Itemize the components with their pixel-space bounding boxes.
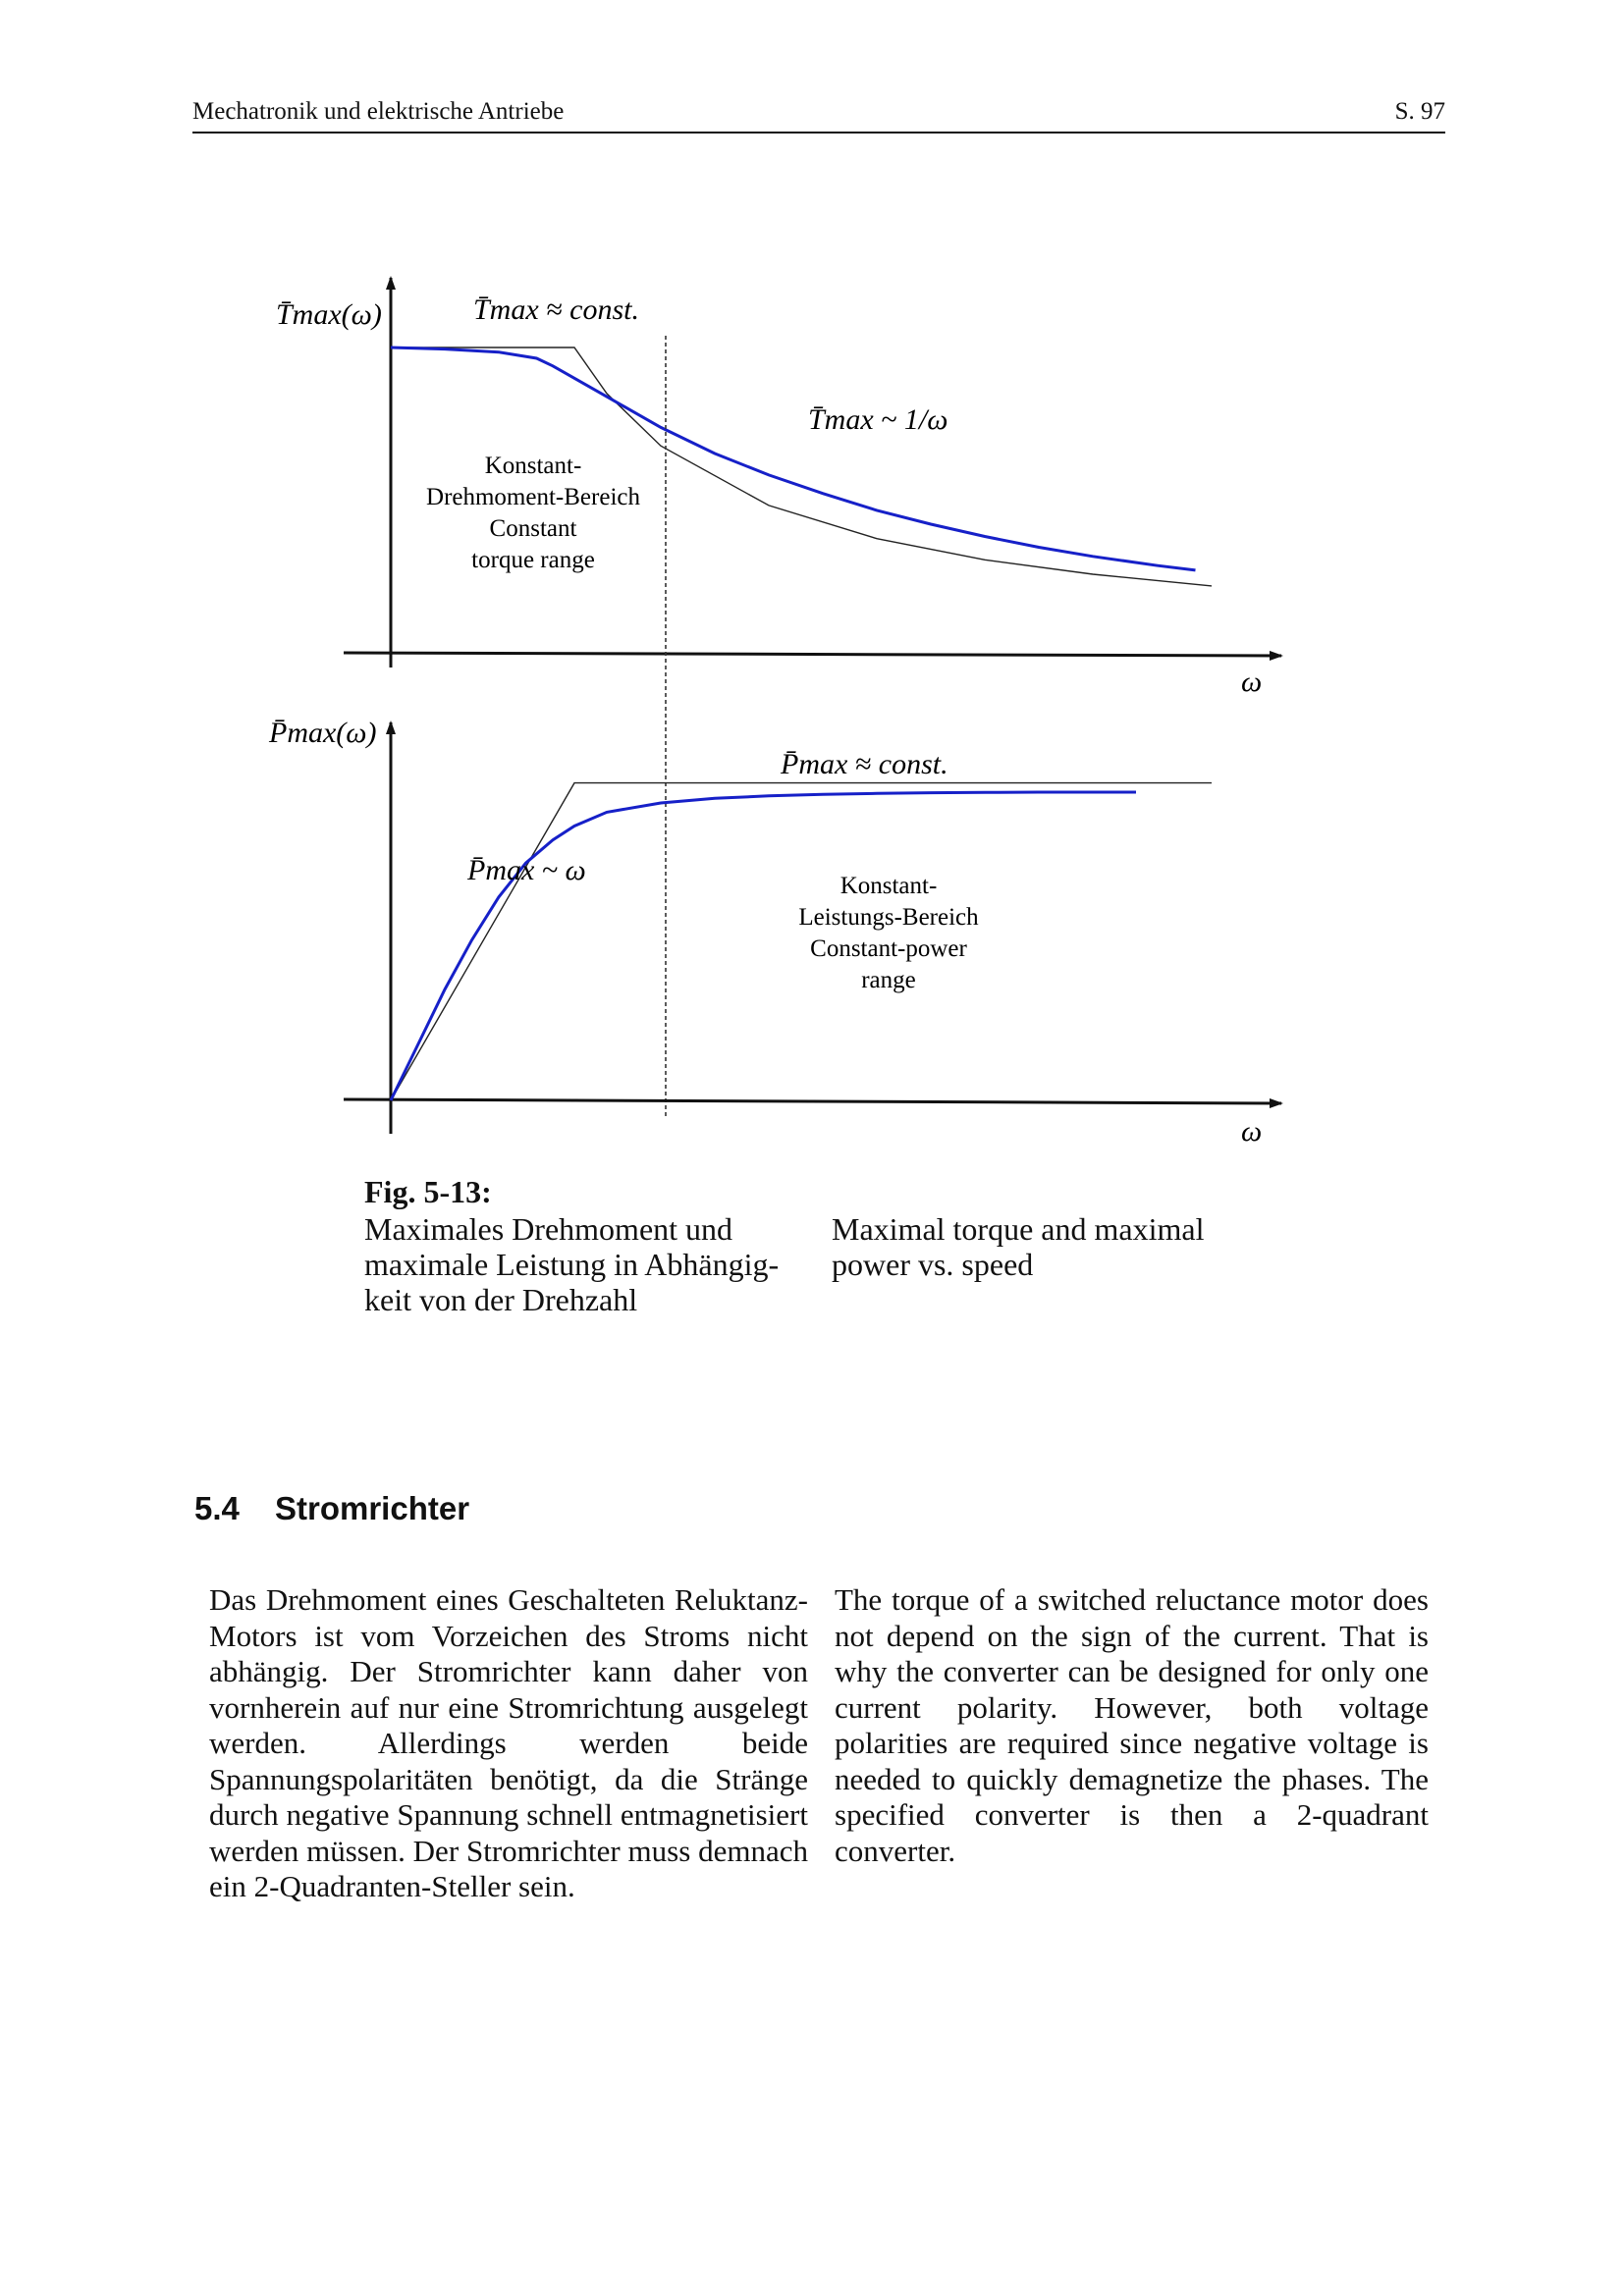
body-text-german: Das Drehmoment eines Geschalteten Reluktanz-Motors ist vom Vorzeichen des Stroms nicht abhängig. Der Stromrichter kann daher von vornherein auf nur eine Stromrichtung ausgelegt werden. Allerdings werden beide Spannungspolaritäten benötigt, da die Stränge durch negative Spannung schnell entmagnetisiert werden müssen. Der Stromrichter muss demnach ein 2-Quadranten-Steller sein. xyxy=(209,1582,808,1903)
body-text-english: The torque of a switched reluctance motor does not depend on the sign of the current. That is why the converter can be designed for only one current polarity. However, both voltage polarities are required since negative voltage is needed to quickly demagnetize the phases. The specified converter is then a 2-quadrant converter. xyxy=(835,1582,1429,1868)
power-x-label: ω xyxy=(1241,1115,1263,1148)
section-heading xyxy=(194,1490,469,1527)
torque-region-line: Constant xyxy=(489,515,577,542)
torque-region-label xyxy=(426,453,640,573)
figure-caption xyxy=(364,1174,1248,1317)
caption-english: Maximal torque and maximal power vs. speed xyxy=(832,1211,1205,1282)
torque-x-axis xyxy=(344,653,1281,656)
figure-label: Fig. 5-13: xyxy=(364,1174,492,1209)
running-title: Mechatronik und elektrische Antriebe xyxy=(192,98,565,125)
power-x-axis xyxy=(344,1099,1281,1103)
torque-region-line: torque range xyxy=(471,547,595,573)
torque-x-label: ω xyxy=(1241,666,1263,698)
torque-chart xyxy=(276,278,1281,698)
torque-region-line: Konstant- xyxy=(484,453,582,479)
power-region-line: Konstant- xyxy=(839,873,938,899)
section-title: Stromrichter xyxy=(275,1490,470,1526)
power-asymptote-line xyxy=(391,783,1212,1100)
power-const-label: P̄max ≈ const. xyxy=(781,748,948,780)
torque-inverse-label: T̄max ~ 1/ω xyxy=(808,403,948,436)
power-region-line: Leistungs-Bereich xyxy=(798,904,979,931)
power-region-line: range xyxy=(861,967,916,993)
page-number: S. 97 xyxy=(1394,98,1445,125)
power-region-line: Constant-power xyxy=(810,935,967,962)
caption-german: Maximales Drehmoment und maximale Leistung in Abhängig-keit von der Drehzahl xyxy=(364,1211,780,1317)
torque-y-label: T̄max(ω) xyxy=(276,298,382,331)
power-linear-label: P̄max ~ ω xyxy=(467,854,586,886)
section-number: 5.4 xyxy=(194,1490,240,1526)
torque-region-line: Drehmoment-Bereich xyxy=(426,484,640,510)
torque-const-label: T̄max ≈ const. xyxy=(473,294,639,326)
power-region-label xyxy=(798,873,979,993)
power-y-label: P̄max(ω) xyxy=(269,717,377,749)
power-curve xyxy=(391,792,1136,1100)
power-chart xyxy=(268,717,1281,1148)
